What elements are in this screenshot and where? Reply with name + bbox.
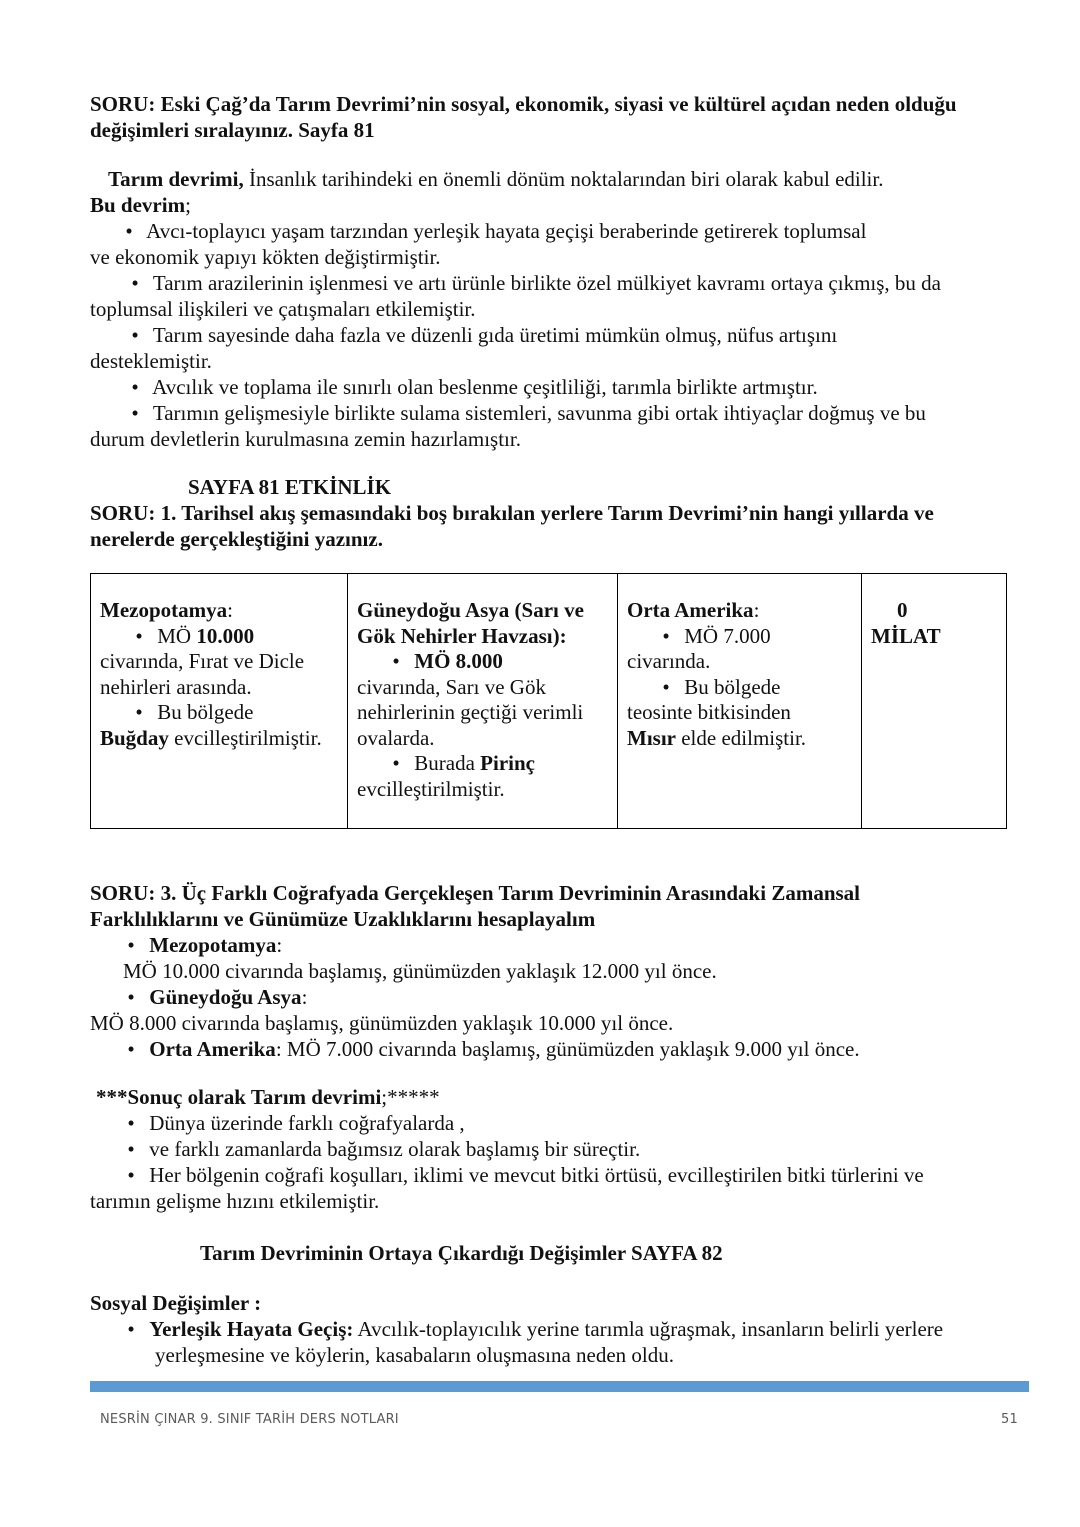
activity-heading: SAYFA 81 ETKİNLİK	[188, 475, 392, 499]
social-changes-title: Sosyal Değişimler :	[90, 1291, 262, 1315]
list-item: • Dünya üzerinde farklı coğrafyalarda ,	[90, 1110, 1010, 1136]
list-item-cont: desteklemiştir.	[90, 349, 212, 373]
bullet-icon: •	[131, 323, 139, 347]
intro-paragraph: Tarım devrimi, İnsanlık tarihindeki en önemli dönüm noktalarından biri olarak kabul edilir.	[108, 167, 884, 191]
conclusion-section: ***Sonuç olarak Tarım devrimi;***** • Dünya üzerinde farklı coğrafyalarda , • ve farklı zamanlarda bağımsız olarak başlamış bir süreçtir. • Her bölgenin coğrafi koşulları, iklimi ve mevcut bitki örtüsü, evcilleştirilen bitki türlerini ve tarımın gelişme hızını etkilemiştir.	[90, 1084, 1010, 1214]
cell-milat: 0 MİLAT	[862, 574, 1007, 829]
changes-heading: Tarım Devriminin Ortaya Çıkardığı Değişimler SAYFA 82	[200, 1241, 723, 1265]
bullet-icon: •	[131, 271, 139, 295]
bu-devrim-line: Bu devrim;	[90, 193, 191, 217]
q1-title-line1: SORU: Eski Çağ’da Tarım Devrimi’nin sosyal, ekonomik, siyasi ve kültürel açıdan neden olduğu	[90, 92, 957, 116]
bullet-icon: •	[127, 1137, 135, 1161]
bullet-icon: •	[127, 985, 135, 1009]
activity-question-line2: nerelerde gerçekleştiğini yazınız.	[90, 527, 383, 551]
list-item-cont: ve ekonomik yapıyı kökten değiştirmiştir.	[90, 245, 441, 269]
list-item: • Tarımın gelişmesiyle birlikte sulama sistemleri, savunma gibi ortak ihtiyaçlar doğmuş ve bu	[90, 400, 1010, 426]
bullet-icon: •	[135, 700, 143, 724]
changes-section: Tarım Devriminin Ortaya Çıkardığı Değişimler SAYFA 82 Sosyal Değişimler : • Yerleşik Hayata Geçiş: Avcılık-toplayıcılık yerine tarımla uğraşmak, insanların belirli yerlere yerleşmesine ve köylerin, kasabaların oluşmasına neden oldu.	[90, 1240, 1010, 1368]
list-item: • Orta Amerika: MÖ 7.000 civarında başlamış, günümüzden yaklaşık 9.000 yıl önce.	[90, 1036, 1010, 1062]
timeline-table	[90, 573, 1007, 829]
list-item: • Her bölgenin coğrafi koşulları, iklimi ve mevcut bitki örtüsü, evcilleştirilen bitki türlerini ve	[90, 1162, 1010, 1188]
bullet-icon: •	[662, 623, 670, 648]
list-item: • Tarım arazilerinin işlenmesi ve artı ürünle birlikte özel mülkiyet kavramı ortaya çıkmış, bu da	[90, 270, 1010, 296]
list-item-cont: toplumsal ilişkileri ve çatışmaları etkilemiştir.	[90, 297, 476, 321]
footer-title: NESRİN ÇINAR 9. SINIF TARİH DERS NOTLARI	[100, 1412, 399, 1427]
bullet-icon: •	[131, 375, 139, 399]
list-item: • Mezopotamya:	[90, 932, 1010, 958]
bullet-icon: •	[392, 649, 400, 673]
activity-section	[90, 474, 1010, 552]
list-item: • Tarım sayesinde daha fazla ve düzenli gıda üretimi mümkün olmuş, nüfus artışını	[90, 322, 1010, 348]
bullet-icon: •	[127, 1163, 135, 1187]
list-item: • Yerleşik Hayata Geçiş: Avcılık-toplayıcılık yerine tarımla uğraşmak, insanların belirli yerlere	[90, 1316, 1010, 1342]
q1-answer	[90, 166, 1010, 452]
list-item-cont: durum devletlerin kurulmasına zemin hazırlamıştır.	[90, 427, 521, 451]
q1-title-line2: değişimleri sıralayınız. Sayfa 81	[90, 118, 375, 142]
bullet-icon: •	[127, 1317, 135, 1341]
footer-rule	[90, 1381, 1029, 1392]
conclusion-title: ***Sonuç olarak Tarım devrimi	[96, 1085, 382, 1109]
table-row	[91, 574, 1007, 829]
bullet-icon: •	[392, 751, 400, 775]
list-item: • Güneydoğu Asya:	[90, 984, 1010, 1010]
bullet-icon: •	[125, 219, 133, 243]
q3-title-line2: Farklılıklarını ve Günümüze Uzaklıklarını hesaplayalım	[90, 907, 596, 931]
bullet-icon: •	[135, 623, 143, 648]
bullet-icon: •	[131, 401, 139, 425]
bullet-icon: •	[127, 1037, 135, 1061]
list-item: • Avcı-toplayıcı yaşam tarzından yerleşik hayata geçişi beraberinde getirerek toplumsal	[90, 218, 1010, 244]
bullet-icon: •	[127, 933, 135, 957]
q3-title-line1: SORU: 3. Üç Farklı Coğrafyada Gerçekleşen Tarım Devriminin Arasındaki Zamansal	[90, 881, 861, 905]
cell-orta-amerika: Orta Amerika: • MÖ 7.000 civarında. • Bu bölgede teosinte bitkisinden Mısır elde edilmiştir.	[618, 574, 862, 829]
bullet-icon: •	[662, 674, 670, 699]
list-item: • ve farklı zamanlarda bağımsız olarak başlamış bir süreçtir.	[90, 1136, 1010, 1162]
list-item: • Avcılık ve toplama ile sınırlı olan beslenme çeşitliliği, tarımla birlikte artmıştır.	[90, 374, 1010, 400]
activity-question-line1: SORU: 1. Tarihsel akış şemasındaki boş bırakılan yerlere Tarım Devrimi’nin hangi yıllarda ve	[90, 501, 934, 525]
cell-mezopotamya: Mezopotamya: • MÖ 10.000 civarında, Fırat ve Dicle nehirleri arasında. • Bu bölgede Buğday evcilleştirilmiştir.	[91, 574, 348, 829]
bullet-icon: •	[127, 1111, 135, 1135]
page-number: 51	[1001, 1412, 1018, 1427]
cell-guneydogu-asya: Güneydoğu Asya (Sarı ve Gök Nehirler Havzası): • MÖ 8.000 civarında, Sarı ve Gök nehirlerinin geçtiği verimli ovalarda. • Burada Pirinç evcilleştirilmiştir.	[348, 574, 618, 829]
q1-title	[90, 91, 1010, 143]
q3-section: SORU: 3. Üç Farklı Coğrafyada Gerçekleşen Tarım Devriminin Arasındaki Zamansal Farklılıklarını ve Günümüze Uzaklıklarını hesaplayalım • Mezopotamya: MÖ 10.000 civarında başlamış, günümüzden yaklaşık 12.000 yıl önce. • Güneydoğu Asya: MÖ 8.000 civarında başlamış, günümüzden yaklaşık 10.000 yıl önce. • Orta Amerika: MÖ 7.000 civarında başlamış, günümüzden yaklaşık 9.000 yıl önce.	[90, 880, 1010, 1062]
